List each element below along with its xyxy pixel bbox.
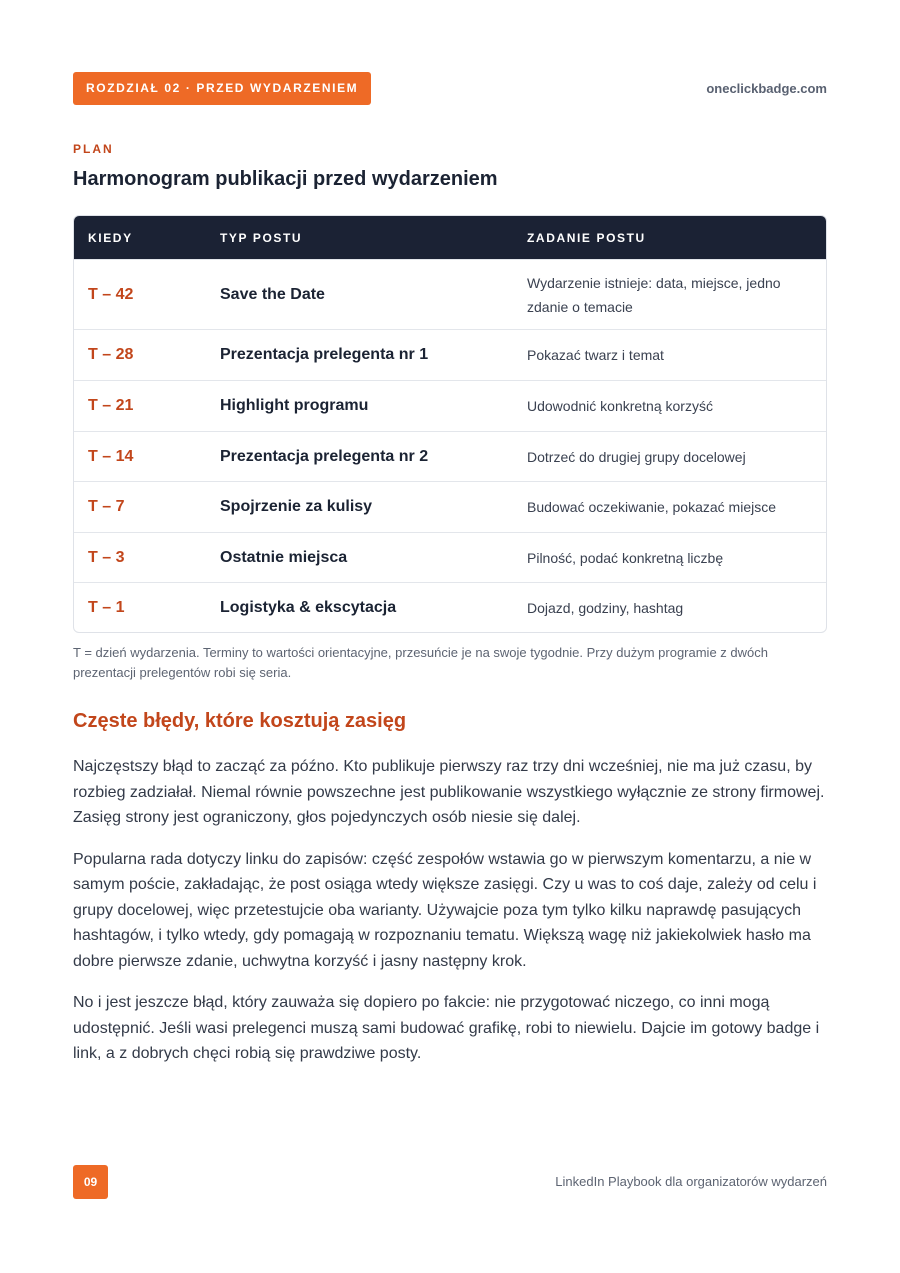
table-row xyxy=(74,582,826,632)
table-row xyxy=(74,329,826,380)
cell-type: Spojrzenie za kulisy xyxy=(220,498,373,515)
section-title: Harmonogram publikacji przed wydarzeniem xyxy=(73,168,498,190)
cell-task: Dojazd, godziny, hashtag xyxy=(527,599,684,616)
cell-when: T – 28 xyxy=(88,346,134,363)
table-footnote: T = dzień wydarzenia. Terminy to wartości orientacyjne, przesuńcie je na swoje tygodnie. Przy dużym programie z dwóch prezentacji prelegentów robi się seria. xyxy=(73,645,768,680)
column-header-task: ZADANIE POSTU xyxy=(527,230,646,245)
table-row xyxy=(74,380,826,431)
body-paragraph: Popularna rada dotyczy linku do zapisów: część zespołów wstawia go w pierwszym komentarzu, a nie w samym poście, zakładając, że post osiąga wtedy większe zasięgi. Czy u was to coś daje, zależy od celu i grupy docelowej, więc przetestujcie oba warianty. Używajcie poza tym tylko kilku naprawdę pasujących hashtagów, i tylko wtedy, gdy pomagają w rozpoznaniu tematu. Większą wagę niż jakiekolwiek hasło ma dobre pierwsze zdanie, uchwytna korzyść i jasny następny krok. xyxy=(73,850,817,970)
table-row xyxy=(74,532,826,582)
cell-when: T – 42 xyxy=(88,285,134,303)
column-header-when: KIEDY xyxy=(88,230,133,245)
page-header xyxy=(73,72,827,105)
table-row xyxy=(74,431,826,481)
body-paragraph: No i jest jeszcze błąd, który zauważa się dopiero po fakcie: nie przygotować niczego, co inni mogą udostępnić. Jeśli wasi prelegenci muszą sami budować grafikę, robi to niewielu. Dajcie im gotowy badge i link, a z dobrych chęci robią się prawdziwe posty. xyxy=(73,994,820,1062)
column-header-type: TYP POSTU xyxy=(220,230,303,245)
cell-when: T – 1 xyxy=(88,598,125,616)
cell-task: Wydarzenie istnieje: data, miejsce, jedno zdanie o temacie xyxy=(527,274,781,315)
cell-when: T – 21 xyxy=(88,397,134,414)
schedule-table xyxy=(73,215,827,633)
cell-type: Ostatnie miejsca xyxy=(220,548,348,566)
mistakes-body xyxy=(73,754,833,1083)
cell-type: Save the Date xyxy=(220,285,325,303)
cell-task: Pilność, podać konkretną liczbę xyxy=(527,549,724,566)
cell-when: T – 14 xyxy=(88,447,134,465)
table-row xyxy=(74,259,826,329)
cell-task: Udowodnić konkretną korzyść xyxy=(527,398,713,414)
cell-task: Budować oczekiwanie, pokazać miejsce xyxy=(527,499,777,515)
cell-task: Dotrzeć do drugiej grupy docelowej xyxy=(527,448,746,465)
page-number-badge: 09 xyxy=(73,1165,108,1199)
table-header xyxy=(74,216,826,259)
body-paragraph: Najczęstszy błąd to zacząć za późno. Kto publikuje pierwszy raz trzy dni wcześniej, nie ma już czasu, by rozbieg zadziałał. Niemal równie powszechne jest publikowanie wszystkiego wyłącznie ze strony firmowej. Zasięg strony jest ograniczony, głos pojedynczych osób niesie się dalej. xyxy=(73,758,825,826)
mistakes-heading: Częste błędy, które kosztują zasięg xyxy=(73,710,407,732)
cell-task: Pokazać twarz i temat xyxy=(527,347,664,363)
cell-when: T – 7 xyxy=(88,498,125,515)
cell-when: T – 3 xyxy=(88,548,125,566)
footer-title: LinkedIn Playbook dla organizatorów wydarzeń xyxy=(555,1174,827,1189)
cell-type: Prezentacja prelegenta nr 2 xyxy=(220,447,429,465)
cell-type: Highlight programu xyxy=(220,397,369,414)
cell-type: Logistyka & ekscytacja xyxy=(220,598,397,616)
section-eyebrow: PLAN xyxy=(73,142,114,156)
site-url: oneclickbadge.com xyxy=(706,81,827,96)
chapter-badge: ROZDZIAŁ 02 · PRZED WYDARZENIEM xyxy=(73,72,371,105)
cell-type: Prezentacja prelegenta nr 1 xyxy=(220,346,429,363)
table-row xyxy=(74,481,826,532)
